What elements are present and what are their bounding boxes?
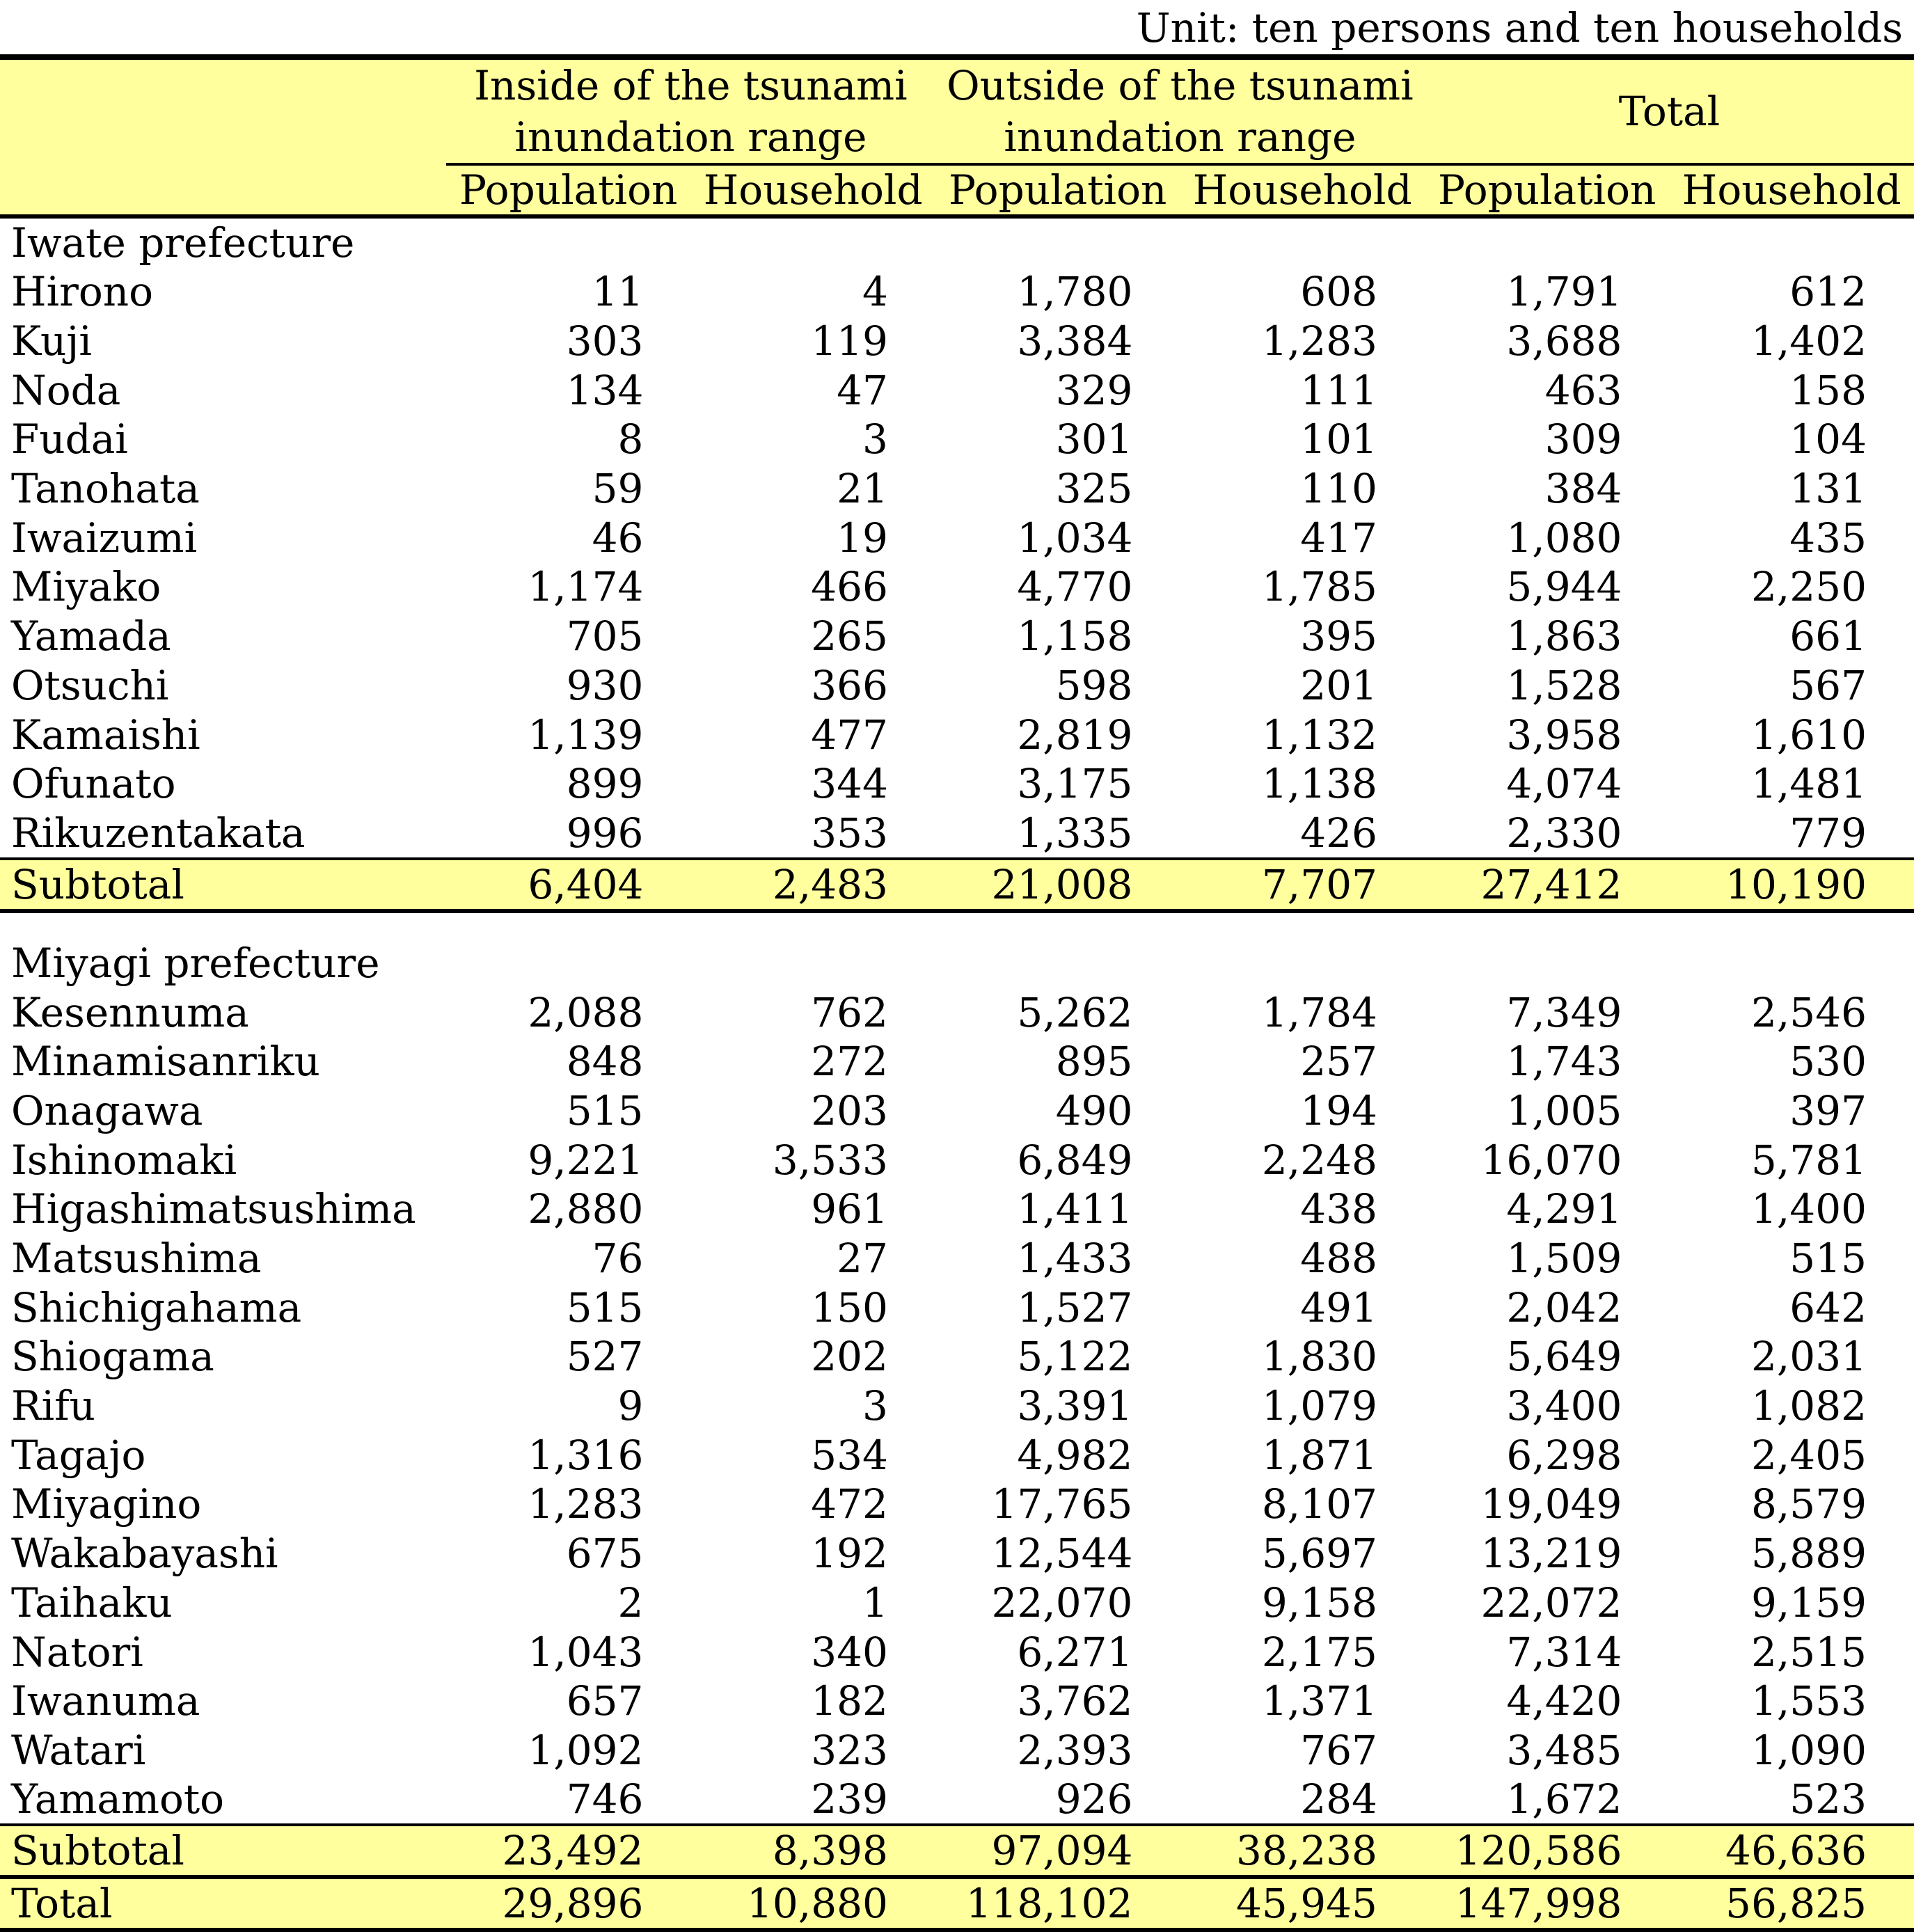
row-label: Fudai [11,415,128,464]
table-row [0,513,1914,562]
row-label: Yamamoto [11,1775,225,1823]
header-subcolumn: Household [1669,164,1914,216]
table-row [0,1726,1914,1775]
value-cell: 19 [837,514,888,562]
value-cell: 4,770 [1017,563,1133,611]
empty-cell [446,939,691,988]
value-cell: 435 [1789,514,1867,562]
value-cell: 110 [1300,465,1377,513]
value-cell: 182 [811,1677,888,1725]
header-corner [0,57,446,164]
value-cell: 1,132 [1261,711,1377,759]
value-cell: 1,335 [1017,809,1133,857]
value-cell: 13,219 [1480,1530,1622,1578]
empty-cell [935,216,1180,267]
value-cell: 4 [862,268,888,316]
empty-cell [690,939,935,988]
value-cell: 8,398 [772,1827,888,1875]
value-cell: 4,291 [1506,1185,1622,1233]
value-cell: 3,175 [1017,760,1133,808]
value-cell: 705 [566,612,644,660]
value-cell: 1,005 [1506,1086,1622,1134]
value-cell: 961 [811,1185,888,1233]
value-cell: 194 [1300,1086,1377,1134]
value-cell: 1,528 [1506,661,1622,709]
value-cell: 5,262 [1017,988,1133,1036]
header-subcolumn: Population [935,164,1180,216]
value-cell: 9,221 [528,1136,644,1184]
value-cell: 2,175 [1261,1628,1377,1676]
value-cell: 3,485 [1506,1726,1622,1774]
value-cell: 5,122 [1017,1333,1133,1381]
value-cell: 3,533 [772,1136,888,1184]
row-label: Matsushima [11,1235,262,1283]
value-cell: 329 [1055,366,1133,414]
value-cell: 466 [811,563,888,611]
value-cell: 1,863 [1506,612,1622,660]
value-cell: 417 [1300,514,1377,562]
value-cell: 530 [1789,1038,1867,1086]
value-cell: 515 [566,1086,644,1134]
value-cell: 488 [1300,1235,1377,1283]
value-cell: 8,579 [1750,1480,1867,1528]
value-cell: 59 [592,465,644,513]
value-cell: 2,880 [528,1185,644,1233]
value-cell: 9 [617,1382,644,1430]
row-label: Kamaishi [11,711,200,759]
table-row [0,267,1914,317]
value-cell: 201 [1300,661,1377,709]
empty-cell [1669,216,1914,267]
value-cell: 118,102 [965,1880,1133,1928]
row-label: Tagajo [11,1431,146,1479]
value-cell: 27,412 [1480,860,1622,908]
value-cell: 6,849 [1017,1136,1133,1184]
table-row [0,1381,1914,1431]
row-label: Minamisanriku [11,1038,320,1086]
value-cell: 119 [811,317,888,365]
value-cell: 4,074 [1506,760,1622,808]
value-cell: 1,138 [1261,760,1377,808]
value-cell: 8,107 [1261,1480,1377,1528]
value-cell: 111 [1300,366,1377,414]
value-cell: 1 [862,1578,888,1626]
value-cell: 3 [862,415,888,464]
value-cell: 477 [811,711,888,759]
empty-cell [1425,939,1670,988]
value-cell: 527 [566,1333,644,1381]
table-row [0,317,1914,366]
value-cell: 848 [566,1038,644,1086]
subtotal-row-iwate [0,859,1914,911]
table-row [0,1086,1914,1136]
population-household-table [0,54,1914,1932]
value-cell: 3,958 [1506,711,1622,759]
value-cell: 1,174 [528,563,644,611]
value-cell: 325 [1055,465,1133,513]
empty-cell [1425,216,1670,267]
value-cell: 598 [1055,661,1133,709]
value-cell: 1,090 [1750,1726,1867,1774]
value-cell: 203 [811,1086,888,1134]
empty-cell [446,216,691,267]
value-cell: 1,079 [1261,1382,1377,1430]
table-row [0,612,1914,661]
row-label: Rikuzentakata [11,809,306,857]
value-cell: 284 [1300,1775,1377,1823]
value-cell: 45,945 [1235,1880,1377,1928]
value-cell: 1,433 [1017,1235,1133,1283]
value-cell: 17,765 [991,1480,1133,1528]
table-row [0,710,1914,759]
header-group-total: Total [1425,57,1914,164]
value-cell: 22,072 [1480,1578,1622,1626]
value-cell: 657 [566,1677,644,1725]
table-row [0,1430,1914,1480]
value-cell: 2,250 [1750,563,1867,611]
value-cell: 515 [1789,1235,1867,1283]
value-cell: 930 [566,661,644,709]
value-cell: 1,082 [1750,1382,1867,1430]
value-cell: 395 [1300,612,1377,660]
table-row [0,661,1914,711]
prefecture-heading-iwate [0,216,1914,267]
row-label: Onagawa [11,1086,203,1134]
header-group-row [0,57,1914,164]
value-cell: 131 [1789,465,1867,513]
value-cell: 202 [811,1333,888,1381]
row-label: Total [11,1880,113,1928]
empty-cell [690,216,935,267]
value-cell: 301 [1055,415,1133,464]
value-cell: 10,190 [1725,860,1867,908]
header-subcolumn: Household [1180,164,1425,216]
row-label: Higashimatsushima [11,1185,416,1233]
value-cell: 1,871 [1261,1431,1377,1479]
empty-cell [935,939,1180,988]
value-cell: 397 [1789,1086,1867,1134]
table-row [0,1332,1914,1381]
value-cell: 150 [811,1283,888,1331]
table-row [0,1283,1914,1332]
value-cell: 642 [1789,1283,1867,1331]
value-cell: 6,404 [528,860,644,908]
row-label: Subtotal [11,1827,184,1875]
row-label: Yamada [11,612,171,660]
row-label: Miyagino [11,1480,202,1528]
row-label: Shiogama [11,1333,214,1381]
value-cell: 2,330 [1506,809,1622,857]
subtotal-row-miyagi [0,1825,1914,1877]
value-cell: 675 [566,1530,644,1578]
table-row [0,1578,1914,1628]
value-cell: 5,781 [1750,1136,1867,1184]
value-cell: 56,825 [1725,1880,1867,1928]
table-row [0,1234,1914,1283]
row-label: Subtotal [11,860,184,908]
value-cell: 323 [811,1726,888,1774]
value-cell: 1,481 [1750,760,1867,808]
table-row [0,1480,1914,1529]
value-cell: 567 [1789,661,1867,709]
value-cell: 7,349 [1506,988,1622,1036]
value-cell: 1,080 [1506,514,1622,562]
value-cell: 10,880 [746,1880,888,1928]
value-cell: 192 [811,1530,888,1578]
value-cell: 29,896 [502,1880,644,1928]
row-label: Noda [11,366,121,414]
value-cell: 1,411 [1017,1185,1133,1233]
value-cell: 1,784 [1261,988,1377,1036]
row-label: Kuji [11,317,92,365]
value-cell: 3,400 [1506,1382,1622,1430]
prefecture-heading-miyagi [0,939,1914,988]
table-header [0,57,1914,216]
value-cell: 899 [566,760,644,808]
value-cell: 1,672 [1506,1775,1622,1823]
header-subcolumn: Household [690,164,935,216]
value-cell: 366 [811,661,888,709]
value-cell: 926 [1055,1775,1133,1823]
value-cell: 46,636 [1725,1827,1867,1875]
value-cell: 767 [1300,1726,1377,1774]
table-row [0,988,1914,1037]
row-label: Taihaku [11,1578,173,1626]
value-cell: 19,049 [1480,1480,1622,1528]
value-cell: 76 [592,1235,644,1283]
row-label: Miyagi prefecture [11,939,380,987]
value-cell: 1,283 [528,1480,644,1528]
value-cell: 746 [566,1775,644,1823]
value-cell: 5,697 [1261,1530,1377,1578]
value-cell: 8 [617,415,644,464]
value-cell: 309 [1544,415,1622,464]
value-cell: 340 [811,1628,888,1676]
value-cell: 534 [811,1431,888,1479]
value-cell: 1,780 [1017,268,1133,316]
value-cell: 158 [1789,366,1867,414]
value-cell: 3,688 [1506,317,1622,365]
value-cell: 120,586 [1455,1827,1622,1875]
value-cell: 11 [592,268,644,316]
table-row [0,1185,1914,1234]
value-cell: 2,031 [1750,1333,1867,1381]
value-cell: 6,271 [1017,1628,1133,1676]
row-label: Iwanuma [11,1677,200,1725]
section-spacer [0,911,1914,939]
value-cell: 1,553 [1750,1677,1867,1725]
value-cell: 426 [1300,809,1377,857]
value-cell: 515 [566,1283,644,1331]
table-row [0,1775,1914,1825]
value-cell: 97,094 [991,1827,1133,1875]
value-cell: 1,092 [528,1726,644,1774]
value-cell: 265 [811,612,888,660]
value-cell: 5,649 [1506,1333,1622,1381]
value-cell: 1,316 [528,1431,644,1479]
value-cell: 23,492 [502,1827,644,1875]
value-cell: 1,785 [1261,563,1377,611]
value-cell: 1,371 [1261,1677,1377,1725]
value-cell: 661 [1789,612,1867,660]
value-cell: 2,515 [1750,1628,1867,1676]
table-row [0,365,1914,415]
row-label: Watari [11,1726,146,1774]
value-cell: 463 [1544,366,1622,414]
value-cell: 1,402 [1750,317,1867,365]
table-row [0,1677,1914,1726]
value-cell: 4,420 [1506,1677,1622,1725]
row-label: Shichigahama [11,1283,302,1331]
value-cell: 612 [1789,268,1867,316]
value-cell: 3,384 [1017,317,1133,365]
value-cell: 1,527 [1017,1283,1133,1331]
table-row [0,809,1914,859]
row-label: Ishinomaki [11,1136,237,1184]
value-cell: 27 [837,1235,888,1283]
table-row [0,1135,1914,1185]
table-row [0,1529,1914,1578]
value-cell: 1,830 [1261,1333,1377,1381]
value-cell: 2,483 [772,860,888,908]
value-cell: 1,400 [1750,1185,1867,1233]
row-label: Otsuchi [11,661,169,709]
value-cell: 239 [811,1775,888,1823]
value-cell: 1,509 [1506,1235,1622,1283]
empty-cell [1180,939,1425,988]
value-cell: 353 [811,809,888,857]
value-cell: 895 [1055,1038,1133,1086]
value-cell: 384 [1544,465,1622,513]
value-cell: 2,088 [528,988,644,1036]
table-body [0,216,1914,1930]
value-cell: 779 [1789,809,1867,857]
value-cell: 12,544 [991,1530,1133,1578]
value-cell: 4,982 [1017,1431,1133,1479]
value-cell: 1,610 [1750,711,1867,759]
value-cell: 9,158 [1261,1578,1377,1626]
value-cell: 3,391 [1017,1382,1133,1430]
value-cell: 762 [811,988,888,1036]
value-cell: 3 [862,1382,888,1430]
value-cell: 134 [566,366,644,414]
header-subcolumn: Population [1425,164,1670,216]
value-cell: 1,791 [1506,268,1622,316]
value-cell: 22,070 [991,1578,1133,1626]
table-row [0,464,1914,514]
value-cell: 1,139 [528,711,644,759]
table-row [0,1627,1914,1677]
value-cell: 46 [592,514,644,562]
row-label: Miyako [11,563,161,611]
value-cell: 38,238 [1235,1827,1377,1875]
row-label: Wakabayashi [11,1530,278,1578]
row-label: Hirono [11,268,154,316]
value-cell: 490 [1055,1086,1133,1134]
value-cell: 21,008 [991,860,1133,908]
value-cell: 257 [1300,1038,1377,1086]
value-cell: 104 [1789,415,1867,464]
row-label: Iwaizumi [11,514,198,562]
value-cell: 6,298 [1506,1431,1622,1479]
header-corner-lower [0,164,446,216]
unit-note: Unit: ten persons and ten households [1136,4,1903,52]
row-label: Kesennuma [11,988,249,1036]
empty-cell [1180,216,1425,267]
value-cell: 1,034 [1017,514,1133,562]
value-cell: 344 [811,760,888,808]
table-row [0,759,1914,809]
row-label: Ofunato [11,760,176,808]
value-cell: 2,819 [1017,711,1133,759]
value-cell: 101 [1300,415,1377,464]
value-cell: 1,743 [1506,1038,1622,1086]
value-cell: 2,546 [1750,988,1867,1036]
value-cell: 472 [811,1480,888,1528]
value-cell: 1,043 [528,1628,644,1676]
value-cell: 2,042 [1506,1283,1622,1331]
value-cell: 2,405 [1750,1431,1867,1479]
value-cell: 9,159 [1750,1578,1867,1626]
header-group-inside: Inside of the tsunami inundation range [446,57,935,164]
value-cell: 303 [566,317,644,365]
value-cell: 1,158 [1017,612,1133,660]
empty-cell [1669,939,1914,988]
table-row [0,562,1914,612]
value-cell: 1,283 [1261,317,1377,365]
value-cell: 491 [1300,1283,1377,1331]
header-subcolumn-row [0,164,1914,216]
value-cell: 3,762 [1017,1677,1133,1725]
table-row [0,415,1914,464]
value-cell: 147,998 [1455,1880,1622,1928]
value-cell: 2,393 [1017,1726,1133,1774]
value-cell: 438 [1300,1185,1377,1233]
value-cell: 47 [837,366,888,414]
header-subcolumn: Population [446,164,691,216]
value-cell: 272 [811,1038,888,1086]
table-row [0,1037,1914,1086]
row-label: Natori [11,1628,143,1676]
value-cell: 5,944 [1506,563,1622,611]
value-cell: 2,248 [1261,1136,1377,1184]
value-cell: 2 [617,1578,644,1626]
row-label: Tanohata [11,465,200,513]
value-cell: 7,707 [1261,860,1377,908]
spacer-cell [0,911,1914,939]
total-row [0,1877,1914,1930]
value-cell: 608 [1300,268,1377,316]
header-group-outside: Outside of the tsunami inundation range [935,57,1425,164]
value-cell: 21 [837,465,888,513]
value-cell: 5,889 [1750,1530,1867,1578]
value-cell: 16,070 [1480,1136,1622,1184]
row-label: Iwate prefecture [11,219,355,267]
value-cell: 996 [566,809,644,857]
row-label: Rifu [11,1382,96,1430]
value-cell: 7,314 [1506,1628,1622,1676]
value-cell: 523 [1789,1775,1867,1823]
